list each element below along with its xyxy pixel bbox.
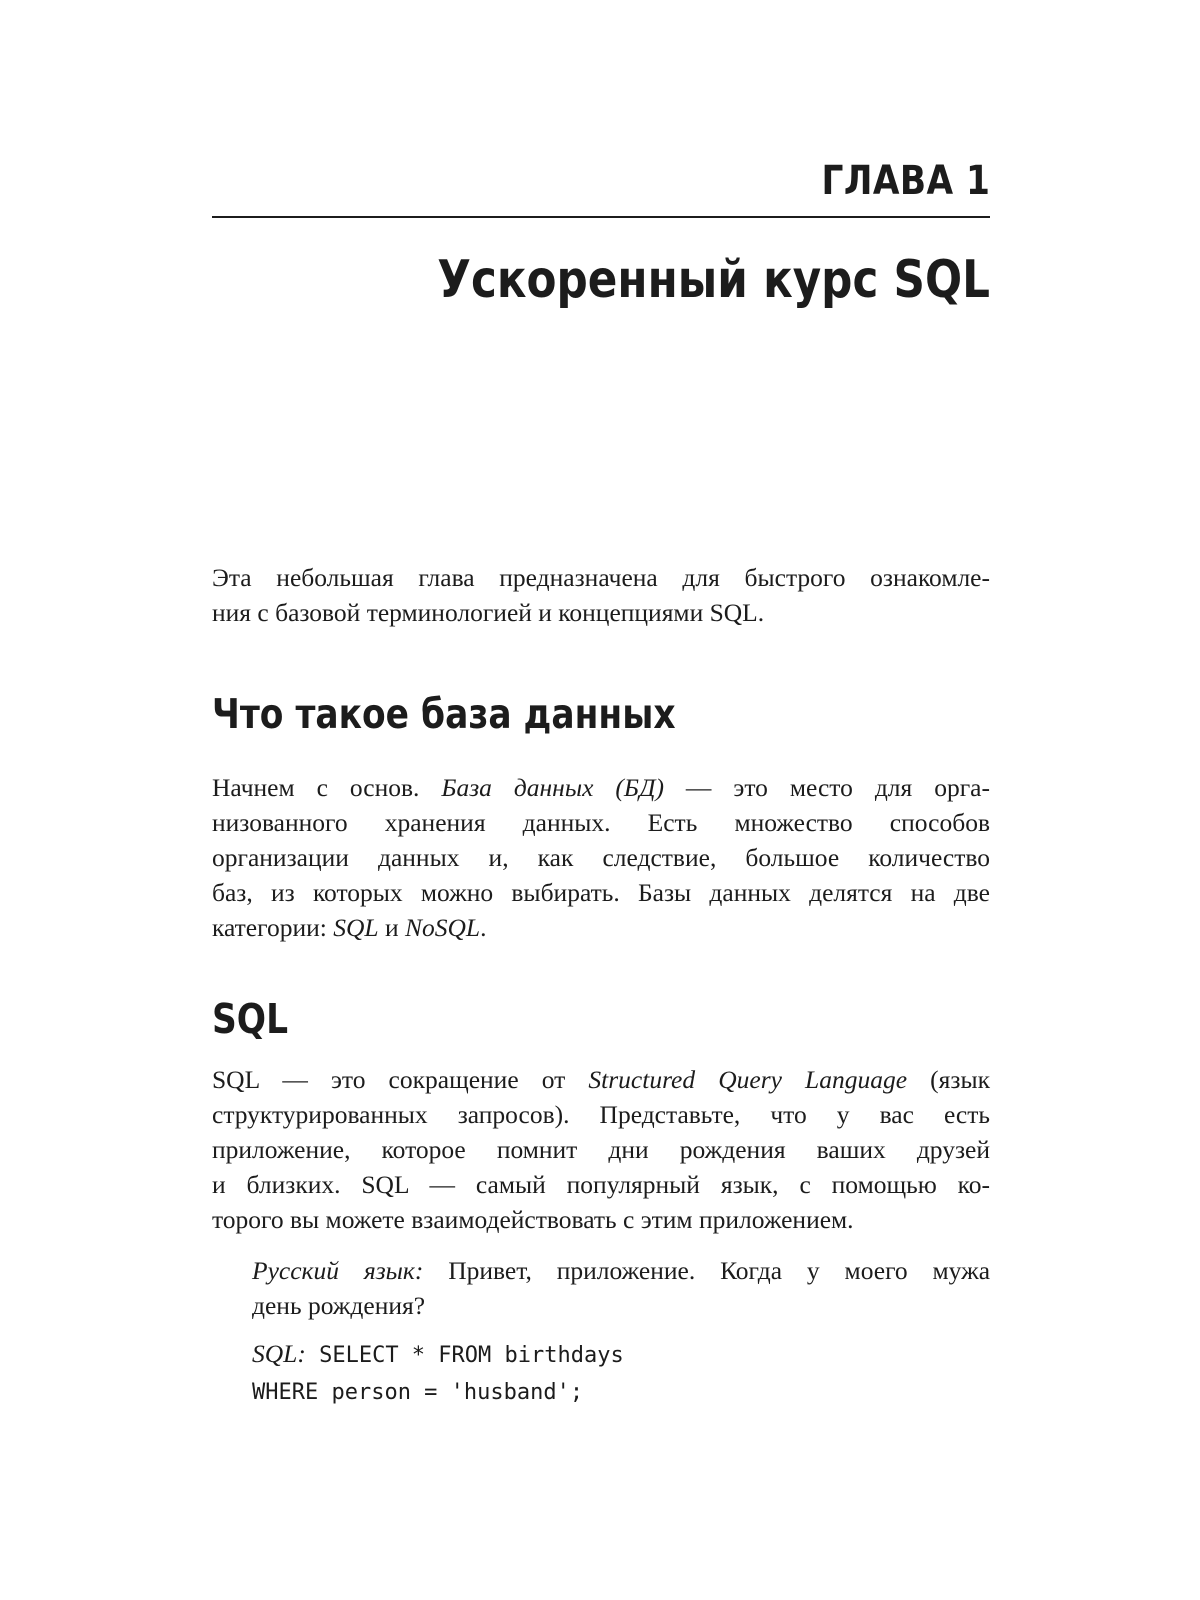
sql-example [252,1336,624,1410]
database-paragraph [212,770,990,945]
russian-label: Русский язык: [252,1256,424,1285]
intro-line: ния с базовой терминологией и концепциями SQL. [212,598,765,627]
sql-label: SQL: [252,1339,306,1368]
paragraph-line: SQL — это сокращение от Structured Query Language (язык [212,1065,990,1094]
intro-line: Эта небольшая глава предназначена для быстрого ознакомле- [212,563,990,592]
sql-paragraph [212,1062,990,1237]
paragraph-line: торого вы можете взаимодействовать с этим приложением. [212,1205,854,1234]
example-line: Русский язык: Привет, приложение. Когда у моего мужа [252,1256,991,1285]
term-sql: SQL [333,913,379,942]
paragraph-line: и близких. SQL — самый популярный язык, с помощью ко- [212,1170,990,1199]
russian-example [252,1253,990,1323]
chapter-label: ГЛАВА 1 [821,158,990,204]
example-line: день рождения? [252,1291,426,1320]
paragraph-line: Начнем с основ. База данных (БД) — это место для орга- [212,773,990,802]
term-database: База данных (БД) [441,773,664,802]
term-structured-query-language: Structured Query Language [588,1065,908,1094]
paragraph-line: низованного хранения данных. Есть множество способов [212,808,990,837]
paragraph-line: баз, из которых можно выбирать. Базы данных делятся на две [212,878,990,907]
section-heading-database: Что такое база данных [212,690,676,738]
section-heading-sql: SQL [212,995,289,1043]
paragraph-line: организации данных и, как следствие, большое количество [212,843,990,872]
term-nosql: NoSQL [404,913,481,942]
chapter-title: Ускоренный курс SQL [437,250,990,310]
chapter-divider [212,216,990,218]
intro-paragraph [212,560,990,630]
paragraph-line: приложение, которое помнит дни рождения ваших друзей [212,1135,990,1164]
paragraph-line: категории: SQL и NoSQL. [212,913,487,942]
sql-code-line: SELECT * FROM birthdays [305,1343,624,1368]
paragraph-line: структурированных запросов). Представьте, что у вас есть [212,1100,990,1129]
sql-code-line: WHERE person = 'husband'; [252,1380,584,1405]
